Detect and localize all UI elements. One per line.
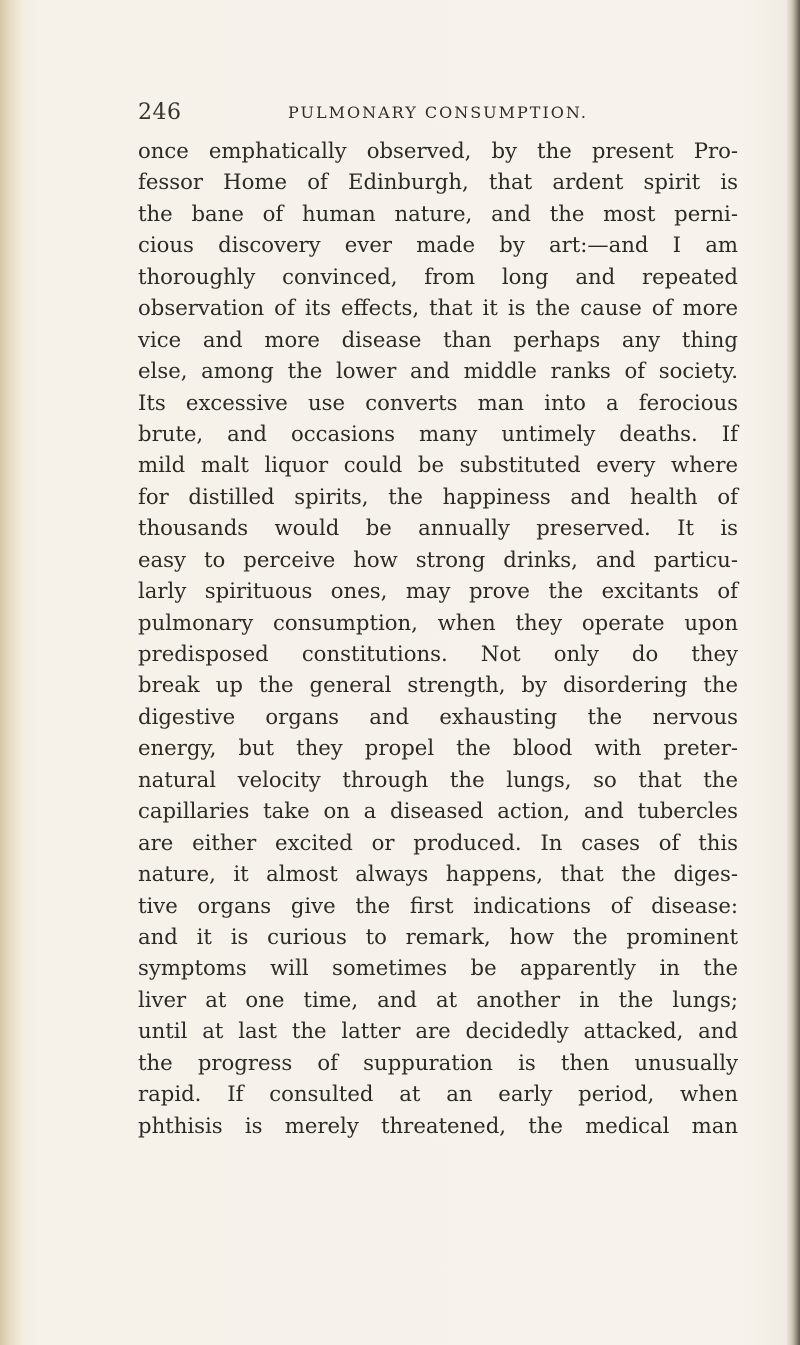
text-line: energy, but they propel the blood with preter- [138, 735, 738, 761]
text-line: rapid. If consulted at an early period, when [138, 1081, 738, 1107]
text-line: the progress of suppuration is then unusually [138, 1049, 738, 1075]
text-line: for distilled spirits, the happiness and health of [138, 483, 738, 509]
page-edge-shadow [786, 0, 800, 1345]
text-line: easy to perceive how strong drinks, and particu- [138, 546, 738, 572]
text-line: Its excessive use converts man into a ferocious [138, 389, 738, 415]
page-binding-shadow [0, 0, 22, 1345]
running-head: PULMONARY CONSUMPTION. [288, 103, 588, 122]
text-line: else, among the lower and middle ranks of society. [138, 358, 738, 384]
text-line: once emphatically observed, by the present Pro- [138, 138, 738, 163]
page-header [138, 98, 758, 132]
text-line: cious discovery ever made by art:—and I am [138, 232, 738, 258]
text-line: tive organs give the first indications of disease: [138, 892, 738, 918]
text-line: brute, and occasions many untimely deaths. If [138, 420, 738, 446]
text-line: symptoms will sometimes be apparently in the [138, 955, 738, 981]
text-line: liver at one time, and at another in the lungs; [138, 986, 738, 1012]
text-line: until at last the latter are decidedly attacked, and [138, 1018, 738, 1044]
text-line: are either excited or produced. In cases of this [138, 829, 738, 855]
text-line: predisposed constitutions. Not only do they [138, 641, 738, 666]
text-line: mild malt liquor could be substituted every where [138, 452, 738, 478]
text-line: larly spirituous ones, may prove the excitants of [138, 578, 738, 604]
text-line: natural velocity through the lungs, so that the [138, 766, 738, 792]
text-line: the bane of human nature, and the most perni- [138, 200, 738, 226]
text-line: and it is curious to remark, how the prominent [138, 923, 738, 949]
text-line: thousands would be annually preserved. It is [138, 515, 738, 541]
text-line: capillaries take on a diseased action, and tubercles [138, 798, 738, 824]
page-number: 246 [138, 100, 182, 125]
text-line: phthisis is merely threatened, the medical man [138, 1112, 738, 1138]
text-line: thoroughly convinced, from long and repeated [138, 263, 738, 289]
text-line: pulmonary consumption, when they operate upon [138, 609, 738, 635]
text-line: digestive organs and exhausting the nervous [138, 703, 738, 729]
text-line: nature, it almost always happens, that the diges- [138, 861, 738, 887]
text-line: fessor Home of Edinburgh, that ardent spirit is [138, 169, 738, 195]
text-line: break up the general strength, by disordering the [138, 672, 738, 698]
text-line: vice and more disease than perhaps any thing [138, 326, 738, 352]
text-line: observation of its effects, that it is the cause of more [138, 295, 738, 321]
body-text [138, 135, 738, 1141]
